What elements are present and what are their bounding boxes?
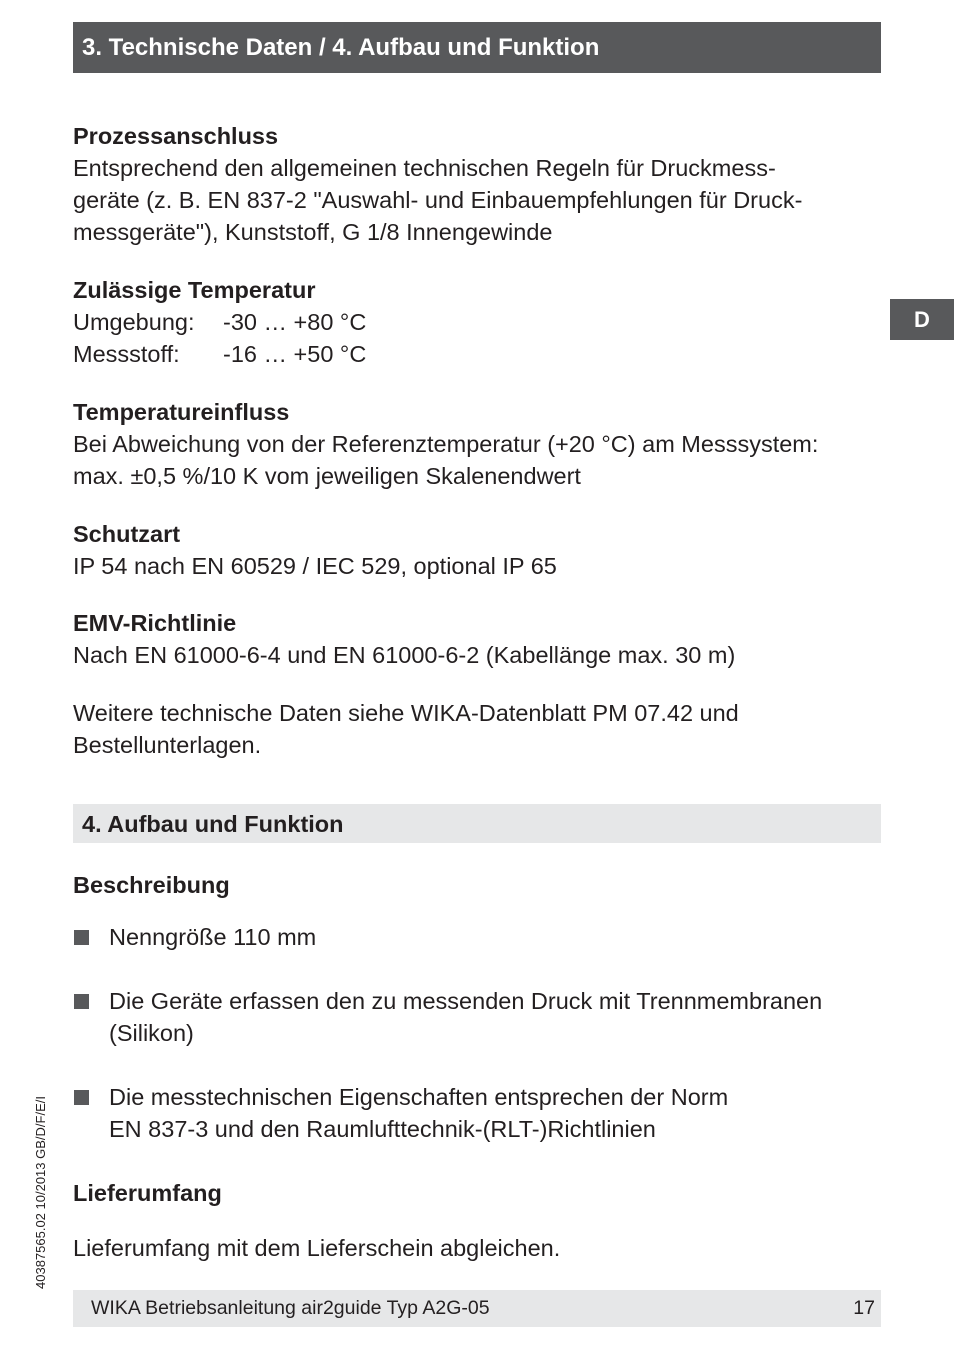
temperature-value: -16 … +50 °C	[223, 341, 367, 367]
temperature-label: Messstoff:	[73, 341, 180, 367]
lieferumfang-text	[73, 1232, 883, 1264]
paragraph-line: Entsprechend den allgemeinen technischen Regeln für Druckmess-	[73, 155, 776, 181]
footer-title: WIKA Betriebsanleitung air2guide Typ A2G-05	[91, 1297, 490, 1319]
temperature-row	[73, 338, 883, 370]
section-heading: Beschreibung	[73, 872, 230, 898]
bullet-square-icon	[74, 1090, 89, 1105]
paragraph-line: Bestellunterlagen.	[73, 732, 262, 758]
section-heading: Lieferumfang	[73, 1180, 222, 1206]
beschreibung-heading	[73, 869, 883, 901]
paragraph-line: messgeräte"), Kunststoff, G 1/8 Innengewinde	[73, 219, 553, 245]
temperature-label: Umgebung:	[73, 309, 195, 335]
section-temperatureinfluss	[73, 396, 883, 492]
paragraph-line: Weitere technische Daten siehe WIKA-Datenblatt PM 07.42 und	[73, 700, 739, 726]
section-heading: Zulässige Temperatur	[73, 277, 316, 303]
temperature-value: -30 … +80 °C	[223, 309, 367, 335]
section-prozessanschluss	[73, 120, 883, 248]
paragraph-line: Nach EN 61000-6-4 und EN 61000-6-2 (Kabellänge max. 30 m)	[73, 642, 736, 668]
section-weitere	[73, 697, 883, 761]
document-code: 40387565.02 10/2013 GB/D/F/E/I	[33, 1096, 48, 1289]
bullet-square-icon	[74, 930, 89, 945]
section-4-title: 4. Aufbau und Funktion	[73, 804, 881, 843]
section-heading: Temperatureinfluss	[73, 399, 290, 425]
page-number: 17	[853, 1297, 875, 1319]
page-footer	[73, 1290, 881, 1327]
bullet-square-icon	[74, 994, 89, 1009]
section-heading: Prozessanschluss	[73, 123, 279, 149]
temperature-row	[73, 306, 883, 338]
paragraph-line: Lieferumfang mit dem Lieferschein abgleichen.	[73, 1235, 561, 1261]
section-schutzart	[73, 518, 883, 582]
paragraph-line: max. ±0,5 %/10 K vom jeweiligen Skalenendwert	[73, 463, 581, 489]
paragraph-line: IP 54 nach EN 60529 / IEC 529, optional IP 65	[73, 553, 557, 579]
section-heading: Schutzart	[73, 521, 181, 547]
list-item-text: Die messtechnischen Eigenschaften entsprechen der Norm	[109, 1084, 729, 1110]
section-temperatur	[73, 274, 883, 370]
list-item-text: Die Geräte erfassen den zu messenden Druck mit Trennmembranen	[109, 988, 823, 1014]
section-emv	[73, 607, 883, 671]
list-item-text: (Silikon)	[109, 1020, 194, 1046]
section-heading: EMV-Richtlinie	[73, 610, 237, 636]
paragraph-line: Bei Abweichung von der Referenztemperatur (+20 °C) am Messsystem:	[73, 431, 819, 457]
list-item-text: EN 837-3 und den Raumlufttechnik-(RLT-)Richtlinien	[109, 1116, 656, 1142]
lieferumfang-heading	[73, 1177, 883, 1209]
page-header-title: 3. Technische Daten / 4. Aufbau und Funktion	[73, 22, 881, 73]
paragraph-line: geräte (z. B. EN 837-2 "Auswahl- und Einbauempfehlungen für Druck-	[73, 187, 803, 213]
list-item-text: Nenngröße 110 mm	[109, 924, 317, 950]
language-tab: D	[890, 299, 954, 340]
